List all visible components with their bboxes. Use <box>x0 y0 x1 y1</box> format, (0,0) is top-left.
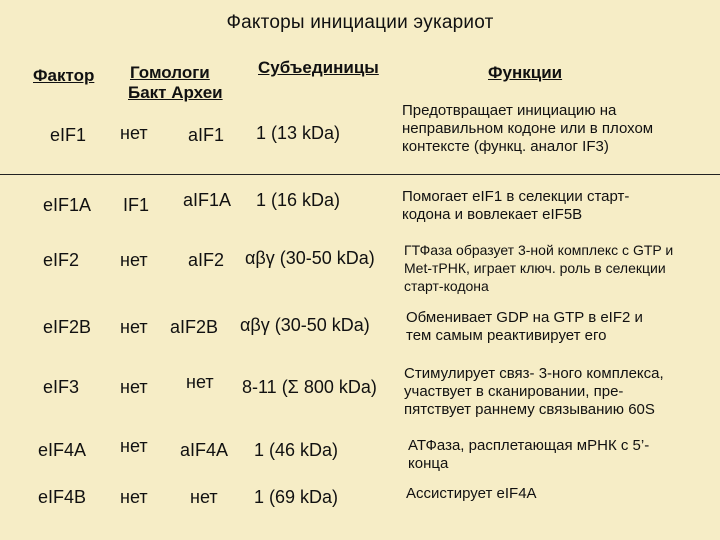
arch-homolog-cell: нет <box>190 487 218 507</box>
factor-cell: eIF4B <box>38 487 87 507</box>
arch-homolog-cell: aIF4A <box>180 440 229 460</box>
function-cell: Обменивает GDP на GTP в eIF2 и тем самым реактивирует его <box>406 309 643 344</box>
subunits-cell: 1 (13 kDa) <box>256 123 341 143</box>
arch-homolog-cell: нет <box>186 372 214 392</box>
bact-homolog-cell: нет <box>120 436 148 456</box>
header-functions: Функции <box>488 63 563 82</box>
subunits-cell: 1 (69 kDa) <box>254 487 339 507</box>
page-title: Факторы инициации эукариот <box>226 12 494 33</box>
arch-homolog-cell: aIF1A <box>183 190 232 210</box>
factor-cell: eIF2B <box>43 317 92 337</box>
arch-homolog-cell: aIF2B <box>170 317 219 337</box>
function-cell: Помогает eIF1 в селекции старт- кодона и вовлекает eIF5B <box>402 188 630 223</box>
header-homologs: Гомологи <box>130 63 210 82</box>
bact-homolog-cell: нет <box>120 487 148 507</box>
factor-cell: eIF4A <box>38 440 87 460</box>
bact-homolog-cell: нет <box>120 317 148 337</box>
function-cell: АТФаза, расплетающая мРНК с 5’- конца <box>408 437 650 472</box>
header-subunits: Субъединицы <box>258 58 379 77</box>
function-cell: Предотвращает инициацию на неправильном кодоне или в плохом контексте (функц. аналог IF3) <box>402 102 654 155</box>
factor-cell: eIF1A <box>43 195 92 215</box>
factor-cell: eIF3 <box>43 377 80 397</box>
subunits-cell: αβγ (30-50 kDa) <box>245 248 375 268</box>
bact-homolog-cell: нет <box>120 123 148 143</box>
subunits-cell: αβγ (30-50 kDa) <box>240 315 370 335</box>
function-cell: Стимулирует связ- 3-ного комплекса, участвует в сканировании, пре- пятствует раннему связыванию 60S <box>404 365 664 418</box>
subunits-cell: 1 (46 kDa) <box>254 440 339 460</box>
subunits-cell: 8-11 (Σ 800 kDa) <box>242 377 377 397</box>
bact-homolog-cell: нет <box>120 377 148 397</box>
function-cell: ГТФаза образует 3-ной комплекс с GTP и Met-тРНК, играет ключ. роль в селекции старт-кодона <box>404 242 674 294</box>
function-cell: Ассистирует eIF4A <box>406 485 537 502</box>
header-factor: Фактор <box>33 66 95 85</box>
factor-cell: eIF2 <box>43 250 80 270</box>
subunits-cell: 1 (16 kDa) <box>256 190 341 210</box>
arch-homolog-cell: aIF2 <box>188 250 225 270</box>
header-bact-arch: Бакт Археи <box>128 83 223 102</box>
factor-cell: eIF1 <box>50 125 87 145</box>
bact-homolog-cell: IF1 <box>123 195 150 215</box>
row-divider <box>0 174 720 175</box>
bact-homolog-cell: нет <box>120 250 148 270</box>
arch-homolog-cell: aIF1 <box>188 125 225 145</box>
